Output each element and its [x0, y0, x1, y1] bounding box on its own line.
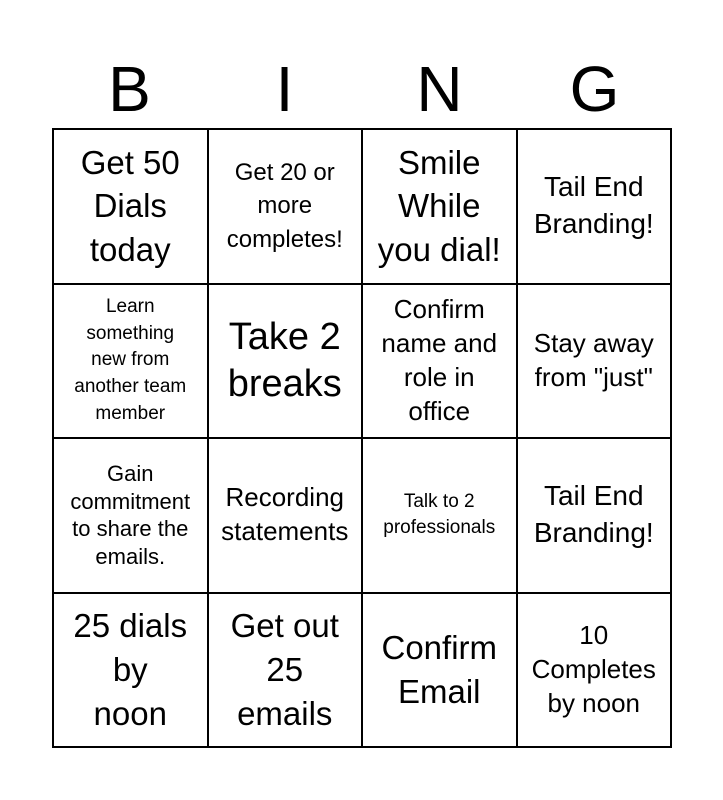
bingo-cell-r4c1[interactable]	[53, 593, 208, 748]
cell-text: Confirm Email	[381, 629, 498, 710]
bingo-cell-r3c2[interactable]	[208, 438, 363, 593]
bingo-cell-r2c4[interactable]	[517, 284, 672, 439]
cell-text: 25 dials by noon	[73, 607, 188, 732]
cell-text: Tail End Branding!	[533, 480, 654, 549]
bingo-cell-r4c4[interactable]	[517, 593, 672, 748]
header-letter-n: N	[416, 53, 463, 125]
bingo-board	[52, 128, 672, 748]
cell-text: Talk to 2 professionals	[383, 490, 496, 539]
bingo-cell-r2c3[interactable]	[362, 284, 517, 439]
header-letter-i: I	[275, 53, 294, 125]
bingo-cell-r3c3[interactable]	[362, 438, 517, 593]
cell-text: Get 50 Dials today	[80, 143, 180, 269]
bingo-cell-r3c4[interactable]	[517, 438, 672, 593]
bingo-cell-r1c2[interactable]	[208, 129, 363, 284]
bingo-cell-r4c3[interactable]	[362, 593, 517, 748]
bingo-cell-r4c2[interactable]	[208, 593, 363, 748]
cell-text: Tail End Branding!	[533, 171, 654, 240]
bingo-header	[52, 50, 672, 128]
cell-text: Stay away from "just"	[533, 327, 654, 392]
cell-text: Get 20 or more completes!	[226, 158, 343, 254]
bingo-cell-r1c4[interactable]	[517, 129, 672, 284]
bingo-cell-r2c1[interactable]	[53, 284, 208, 439]
cell-text: Learn something new from another team member	[74, 296, 187, 424]
cell-text: Recording statements	[221, 482, 349, 547]
cell-text: Take 2 breaks	[227, 316, 342, 405]
cell-text: Gain commitment to share the emails.	[70, 461, 191, 569]
cell-text: Confirm name and role in office	[381, 294, 498, 426]
header-letter-b: B	[108, 53, 151, 125]
bingo-cell-r1c1[interactable]	[53, 129, 208, 284]
cell-text: Get out 25 emails	[230, 607, 339, 732]
cell-text: Smile While you dial!	[377, 143, 501, 269]
cell-text: 10 Completes by noon	[531, 620, 656, 718]
header-letter-g: G	[569, 53, 620, 125]
bingo-cell-r1c3[interactable]	[362, 129, 517, 284]
bingo-cell-r3c1[interactable]	[53, 438, 208, 593]
bingo-cell-r2c2[interactable]	[208, 284, 363, 439]
